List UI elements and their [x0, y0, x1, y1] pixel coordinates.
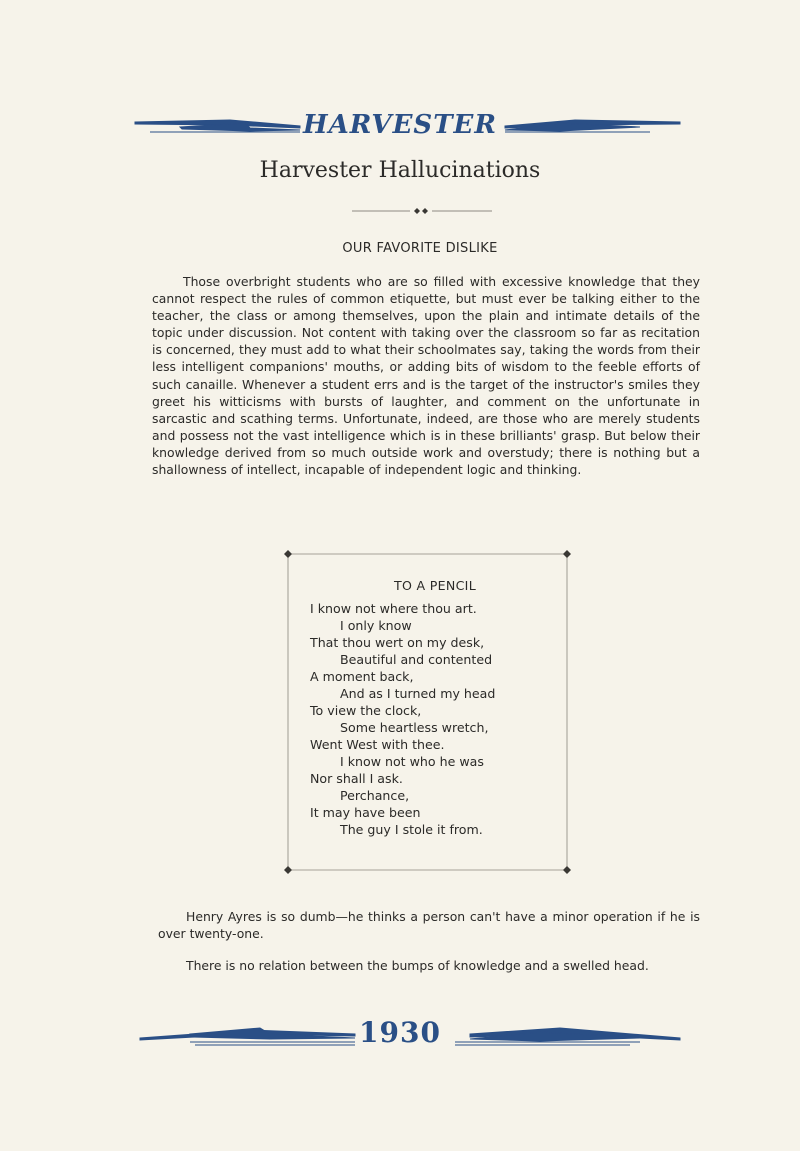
- footer-banner: [0, 1012, 800, 1052]
- poem-line: Some heartless wretch,: [340, 720, 489, 735]
- header-banner-title: HARVESTER: [303, 110, 497, 140]
- poem-line: Nor shall I ask.: [310, 771, 403, 786]
- poem-line: Perchance,: [340, 788, 410, 803]
- poem-line: It may have been: [310, 805, 421, 820]
- joke-paragraph-bumps: There is no relation between the bumps of knowledge and a swelled head.: [186, 958, 649, 973]
- corner-ornament-icon: [563, 866, 571, 874]
- poem-line: A moment back,: [310, 669, 414, 684]
- diamond-icon: [414, 208, 420, 214]
- poem-line: To view the clock,: [310, 703, 422, 718]
- corner-ornament-icon: [284, 550, 292, 558]
- poem-line: And as I turned my head: [340, 686, 496, 701]
- poem-line: I only know: [340, 618, 412, 633]
- poem: [310, 577, 560, 838]
- poem-title: TO A PENCIL: [393, 578, 477, 593]
- title-divider: [352, 205, 492, 217]
- poem-line: The guy I stole it from.: [340, 822, 483, 837]
- diamond-icon: [422, 208, 428, 214]
- footer-year: 1930: [359, 1016, 441, 1049]
- poem-line: Beautiful and contented: [340, 652, 493, 667]
- favorite-dislike-paragraph: Those overbright students who are so filled with excessive knowledge that they cannot respect the rules of common etiquette, but must ever be talking either to the teacher, the class or among themselves, upon the plain and intimate details of the topic under discussion. Not content with taking over the classroom so far as recitation is concerned, they must add to what their schoolmates say, taking the words from their less intelligent companions' mouths, or adding bits of wisdom to the feeble efforts of such canaille. Whenever a student errs and is the target of the instructor's smiles they greet his witticisms with bursts of laughter, and comment on the unfortunate in sarcastic and scathing terms. Unfortunate, indeed, are those who are merely students and possess not the vast intelligence which is in these brilliants' grasp. But below their knowledge derived from so much outside work and overstudy; there is nothing but a shallowness of intellect, incapable of independent logic and thinking.: [152, 274, 700, 478]
- poem-line: I know not who he was: [340, 754, 484, 769]
- joke-paragraph-henry: Henry Ayres is so dumb—he thinks a person can't have a minor operation if he is over twenty-one.: [158, 909, 700, 942]
- poem-line: Went West with thee.: [310, 737, 445, 752]
- poem-line: That thou wert on my desk,: [310, 635, 485, 650]
- poem-line: I know not where thou art.: [310, 601, 477, 616]
- corner-ornament-icon: [563, 550, 571, 558]
- page-title: Harvester Hallucinations: [259, 158, 541, 183]
- corner-ornament-icon: [284, 866, 292, 874]
- section-heading: OUR FAVORITE DISLIKE: [342, 241, 498, 256]
- header-banner: [0, 108, 800, 148]
